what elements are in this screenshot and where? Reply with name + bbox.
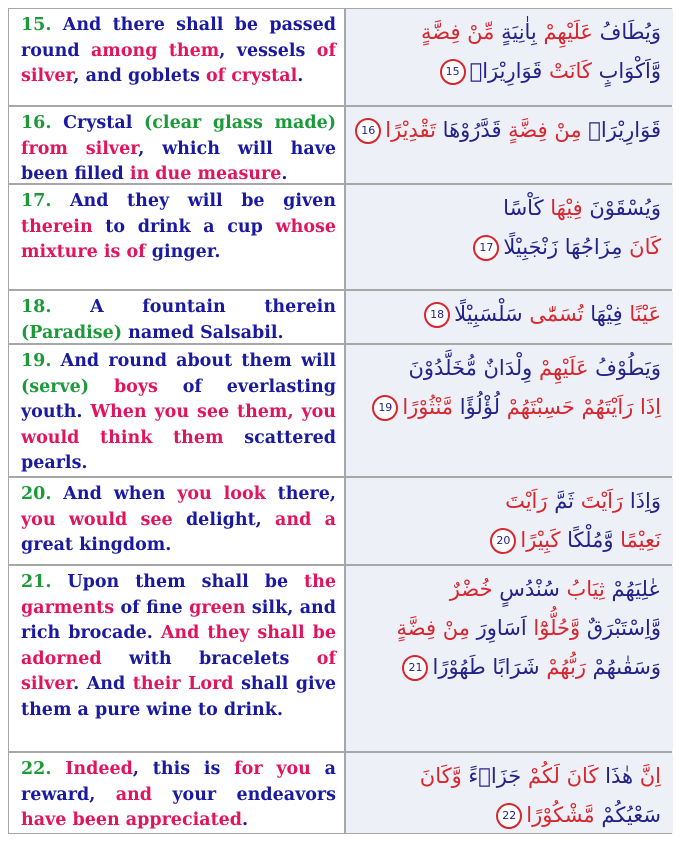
translation-segment: great kingdom. <box>21 535 172 555</box>
translation-segment: , which will have been filled <box>21 138 336 183</box>
translation-segment: , and goblets <box>73 66 206 86</box>
arabic-segment: مِزَاجُهَا <box>558 235 623 259</box>
translation-segment: among them <box>90 40 220 61</box>
translation-segment: . And <box>73 674 133 694</box>
verse-number: 21. <box>21 572 52 592</box>
ayah-number-marker: 17 <box>473 235 499 261</box>
arabic-line <box>356 796 661 833</box>
ayah-number-marker: 18 <box>424 302 450 328</box>
arabic-line <box>356 521 661 560</box>
translation-segment: . <box>281 164 288 183</box>
arabic-segment: اِذَا رَاَيْتَهُمْ <box>574 395 661 419</box>
arabic-line <box>356 349 661 388</box>
arabic-segment: شَرَابًا <box>485 655 540 679</box>
translation-segment: Crystal <box>51 113 144 133</box>
translation-segment: , this is <box>132 759 235 779</box>
verse-number: 19. <box>21 351 52 371</box>
translation-segment: a reward, <box>21 759 337 805</box>
translation-segment: Indeed <box>51 759 133 779</box>
translation-segment: of fine <box>114 597 190 618</box>
ayah-number-marker: 22 <box>496 803 522 829</box>
verse-number: 20. <box>21 484 52 504</box>
arabic-segment: وَيُسْقَوْنَ <box>582 196 661 220</box>
arabic-segment: لُؤْلُؤًا <box>453 395 501 419</box>
arabic-cell <box>346 566 673 751</box>
arabic-segment: وَّاَكْوَابٍ <box>591 59 661 83</box>
arabic-segment: هٰذَا <box>598 764 634 788</box>
translation-segment: therein <box>21 216 93 237</box>
arabic-segment: عَلَيْهِمْ <box>532 356 589 380</box>
arabic-line <box>356 570 661 609</box>
arabic-segment: وَيُطَافُ <box>592 20 661 44</box>
arabic-cell <box>346 291 673 343</box>
arabic-segment: مِنْ فِضَّةٍ <box>501 118 582 142</box>
arabic-line <box>356 13 661 52</box>
arabic-segment: عَيْنًا <box>622 302 661 326</box>
translation-segment: garments <box>21 597 115 618</box>
arabic-segment: وِلْدَانٌ <box>476 356 533 380</box>
ayah-number-marker: 15 <box>440 59 466 85</box>
arabic-segment: وَّمُلْكًا <box>560 528 614 552</box>
translation-segment: in due measure <box>129 164 282 183</box>
translation-segment: And round about them will <box>51 351 336 371</box>
arabic-segment: لَكُمْ <box>521 764 560 788</box>
translation-segment: and a <box>275 509 336 530</box>
ayah-number-marker: 21 <box>402 655 428 681</box>
translation-cell <box>9 753 344 833</box>
translation-segment: to drink a cup <box>92 216 276 237</box>
arabic-segment: فِيْهَا <box>543 196 583 220</box>
translation-cell <box>9 185 344 289</box>
translation-segment: for you <box>234 759 311 779</box>
translation-segment: of silver <box>21 648 336 694</box>
ayah-number-marker: 20 <box>490 528 516 554</box>
arabic-cell <box>346 345 673 476</box>
arabic-segment: كَانَ <box>622 235 661 259</box>
arabic-segment: اَسَاوِرَ <box>469 616 527 640</box>
translation-segment: . <box>242 810 249 830</box>
translation-cell <box>9 9 344 105</box>
arabic-segment: مِّنْ فِضَّةٍ <box>421 20 495 44</box>
arabic-segment: رَاَيْتَ <box>574 489 624 513</box>
translation-segment: from silver <box>21 138 139 159</box>
arabic-segment: وَّحُلُّوْٓا <box>526 616 581 640</box>
arabic-segment: خُضْرٌ <box>449 577 493 601</box>
arabic-cell <box>346 753 673 833</box>
translation-segment: shall give them a pure wine to drink. <box>21 674 336 720</box>
translation-segment: of everlasting youth. <box>21 376 336 422</box>
arabic-cell <box>346 107 673 183</box>
arabic-segment: مَّنْثُوْرًا <box>402 395 454 419</box>
arabic-line <box>356 189 661 228</box>
translation-cell <box>9 566 344 751</box>
arabic-segment: وَّاِسْتَبْرَقٌ <box>580 616 661 640</box>
translation-segment: boys <box>89 376 183 397</box>
arabic-segment: وَّكَانَ <box>419 764 462 788</box>
translation-segment: (clear glass made) <box>143 113 336 133</box>
arabic-segment: قَدَّرُوْهَا <box>436 118 502 142</box>
arabic-segment: كَانَتْ <box>542 59 592 83</box>
arabic-segment: ثِيَابُ <box>559 577 605 601</box>
arabic-line <box>356 757 661 796</box>
arabic-segment: قَوَارِيْرَا۠ <box>469 59 543 83</box>
arabic-segment: كَاْسًا <box>503 196 544 220</box>
verse-number: 16. <box>21 113 52 133</box>
arabic-segment: مُّخَلَّدُوْنَ <box>408 356 477 380</box>
ayah-number-marker: 19 <box>372 395 398 421</box>
translation-cell <box>9 107 344 183</box>
arabic-segment: وَيَطُوْفُ <box>588 356 661 380</box>
translation-segment: A fountain therein <box>51 297 336 317</box>
arabic-segment: وَسَقٰىهُمْ <box>585 655 661 679</box>
arabic-segment: اِنَّ <box>633 764 661 788</box>
translation-segment: named Salsabil. <box>122 322 284 343</box>
translation-segment: their Lord <box>132 674 234 694</box>
translation-segment: with bracelets <box>101 648 317 669</box>
arabic-segment: كَبِيْرًا <box>520 528 561 552</box>
arabic-segment: مَّشْكُوْرًا <box>526 803 595 827</box>
arabic-cell <box>346 9 673 105</box>
translation-segment: (serve) <box>21 376 90 397</box>
translation-segment: your endeavors <box>152 784 337 805</box>
translation-cell <box>9 345 344 476</box>
arabic-segment: بِاٰنِيَةٍ <box>494 20 537 44</box>
translation-segment: . <box>297 66 304 86</box>
arabic-line <box>356 228 661 267</box>
arabic-segment: عَلَيْهِمْ <box>536 20 593 44</box>
translation-segment: delight, <box>172 509 276 530</box>
translation-cell <box>9 478 344 564</box>
translation-segment: the <box>304 572 336 592</box>
arabic-segment: جَزَاۤءً <box>461 764 522 788</box>
arabic-line <box>356 388 661 427</box>
translation-segment: green <box>189 597 246 618</box>
translation-segment: And they will be given <box>51 191 336 211</box>
arabic-segment: حَسِبْتَهُمْ <box>500 395 575 419</box>
arabic-segment: سَلْسَبِيْلًا <box>454 302 523 326</box>
arabic-segment: سُنْدُسٍ <box>492 577 560 601</box>
translation-segment: you would see <box>21 509 173 530</box>
arabic-segment: عٰلِيَهُمْ <box>604 577 661 601</box>
translation-segment: of silver <box>21 40 336 86</box>
translation-segment: there, <box>265 484 336 504</box>
translation-segment: have been appreciated <box>21 810 243 830</box>
translation-segment: of crystal <box>205 66 298 86</box>
translation-segment: (Paradise) <box>21 322 123 343</box>
translation-segment: And they shall be adorned <box>21 623 336 669</box>
translation-segment: , vessels <box>219 40 317 61</box>
translation-cell <box>9 291 344 343</box>
arabic-segment: مِنْ فِضَّةٍ <box>396 616 470 640</box>
translation-segment: Upon them shall be <box>51 572 305 592</box>
translation-segment: And when <box>51 484 178 504</box>
arabic-segment: وَاِذَا <box>623 489 661 513</box>
arabic-segment: كَانَ <box>559 764 599 788</box>
arabic-segment: رَاَيْتَ <box>505 489 548 513</box>
arabic-line <box>356 648 661 687</box>
arabic-line <box>356 52 661 91</box>
arabic-segment: زَنْجَبِيْلًا <box>503 235 559 259</box>
arabic-segment: تُسَمّٰى <box>522 302 584 326</box>
translation-segment: And there shall be passed round <box>21 15 336 61</box>
translation-segment: you look <box>177 484 266 504</box>
arabic-segment: نَعِيْمًا <box>613 528 661 552</box>
arabic-segment: ثَمَّ <box>547 489 575 513</box>
arabic-line <box>356 295 661 334</box>
arabic-cell <box>346 478 673 564</box>
verse-number: 22. <box>21 759 52 779</box>
arabic-cell <box>346 185 673 289</box>
arabic-segment: قَوَارِيْرَا۟ <box>581 118 661 142</box>
translation-segment: scattered pearls. <box>21 427 336 473</box>
arabic-line <box>356 609 661 648</box>
arabic-line <box>356 482 661 521</box>
arabic-segment: تَقْدِيْرًا <box>385 118 436 142</box>
arabic-segment: فِيْهَا <box>583 302 623 326</box>
verse-number: 17. <box>21 191 52 211</box>
arabic-segment: رَبُّهُمْ <box>539 655 586 679</box>
arabic-segment: طَهُوْرًا <box>432 655 486 679</box>
verse-table <box>8 8 672 834</box>
translation-segment: When you see them, you would think them <box>21 402 337 448</box>
translation-segment: silk, and rich brocade. <box>21 597 336 643</box>
translation-segment: whose mixture is of <box>21 216 336 262</box>
verse-number: 18. <box>21 297 52 317</box>
ayah-number-marker: 16 <box>355 118 381 144</box>
verse-number: 15. <box>21 15 52 35</box>
arabic-line <box>356 111 661 150</box>
translation-segment: and <box>115 784 152 805</box>
arabic-segment: سَعْيُكُمْ <box>594 803 661 827</box>
translation-segment: ginger. <box>145 242 221 262</box>
